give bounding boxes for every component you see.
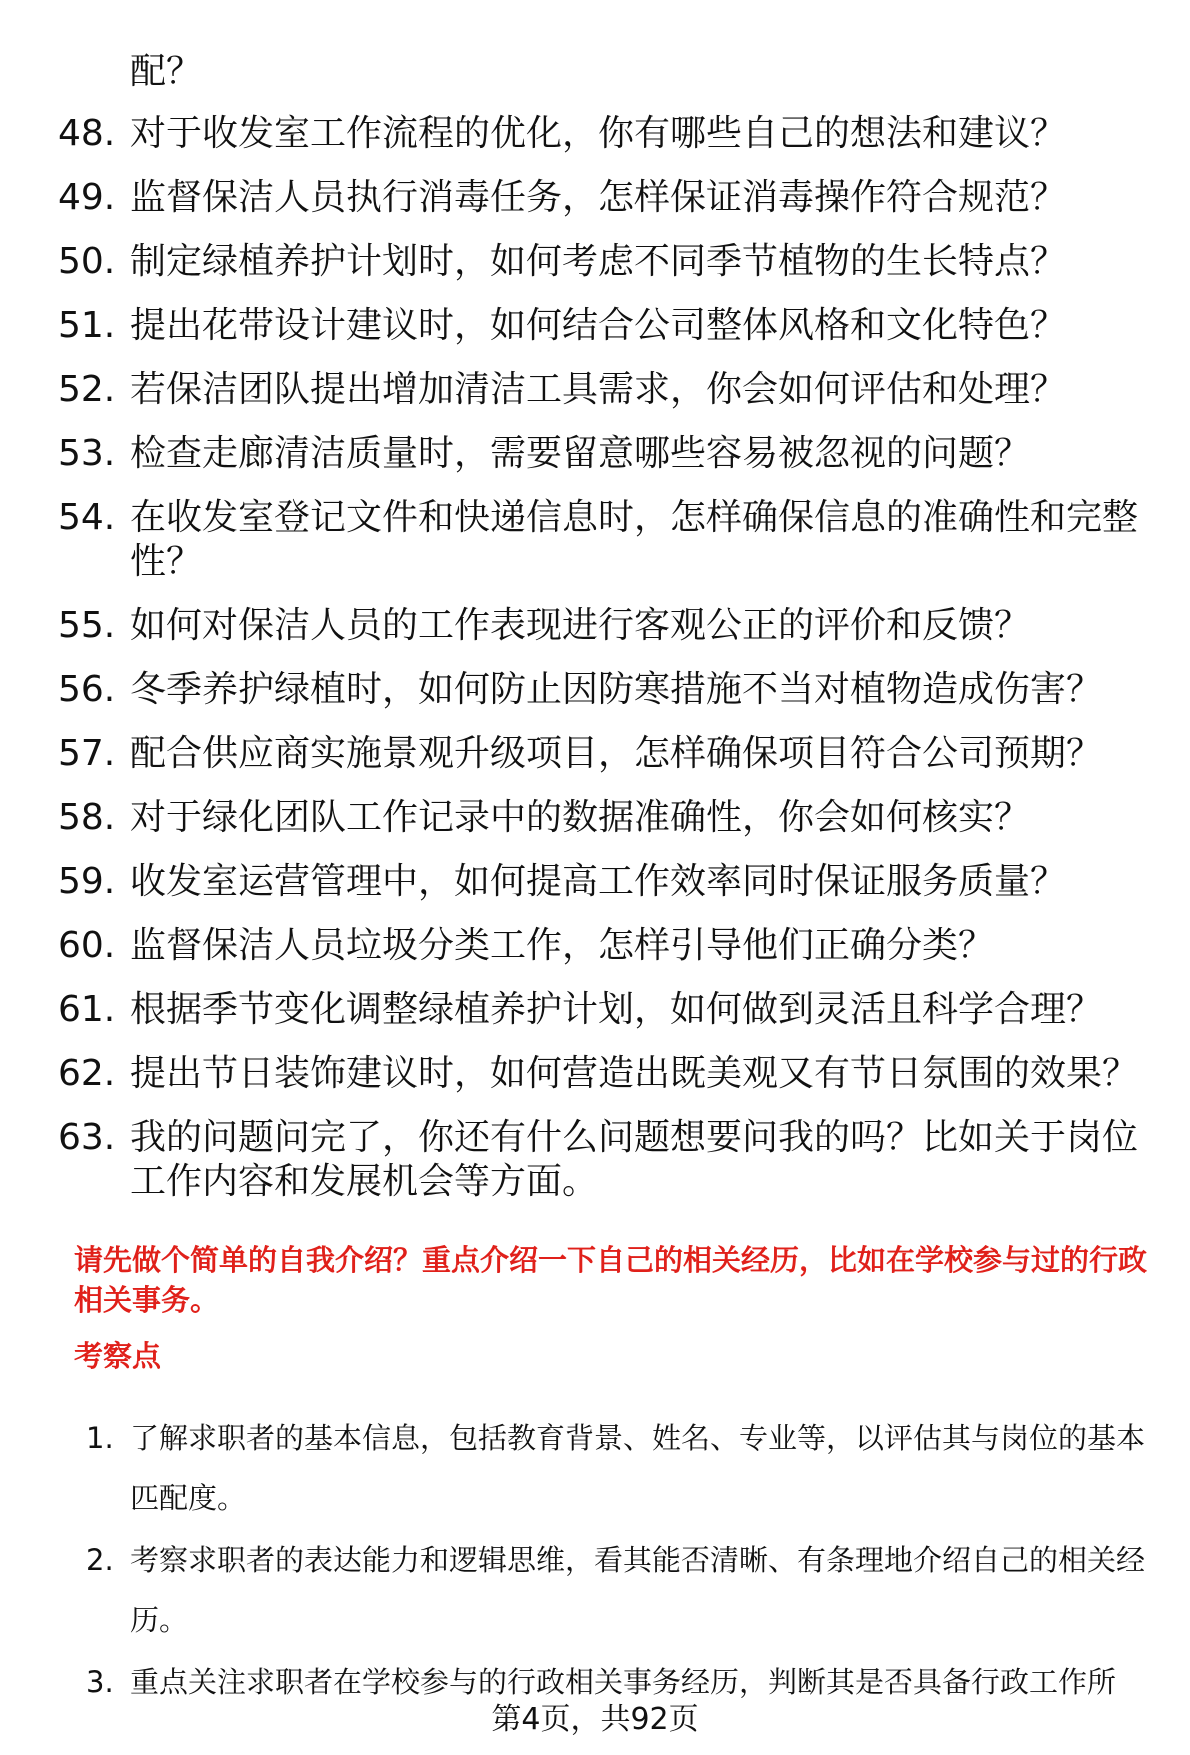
question-item bbox=[58, 1116, 1158, 1204]
question-item-text: 在收发室登记文件和快递信息时，怎样确保信息的准确性和完整性？ bbox=[130, 497, 1139, 582]
question-item-text: 监督保洁人员执行消毒任务，怎样保证消毒操作符合规范？ bbox=[130, 177, 1067, 218]
question-item bbox=[58, 796, 1158, 840]
question-item-text: 提出节日装饰建议时，如何营造出既美观又有节日氛围的效果？ bbox=[130, 1053, 1139, 1094]
question-item bbox=[58, 368, 1158, 412]
question-item bbox=[58, 860, 1158, 904]
question-item-text: 制定绿植养护计划时，如何考虑不同季节植物的生长特点？ bbox=[130, 241, 1067, 282]
question-list bbox=[58, 112, 1158, 1224]
question-item-number: 54. bbox=[58, 497, 116, 538]
question-item-number: 58. bbox=[58, 797, 116, 838]
question-item-text: 对于绿化团队工作记录中的数据准确性，你会如何核实？ bbox=[130, 797, 1031, 838]
question-item-text: 根据季节变化调整绿植养护计划，如何做到灵活且科学合理？ bbox=[130, 989, 1103, 1030]
assessment-point-text: 重点关注求职者在学校参与的行政相关事务经历，判断其是否具备行政工作所 bbox=[130, 1665, 1117, 1699]
question-item bbox=[58, 604, 1158, 648]
question-item-number: 59. bbox=[58, 861, 116, 902]
question-item bbox=[58, 496, 1158, 584]
assessment-point-number: 3. bbox=[86, 1665, 114, 1699]
question-item-number: 61. bbox=[58, 989, 116, 1030]
assessment-point-number: 2. bbox=[86, 1543, 114, 1577]
question-item-text: 对于收发室工作流程的优化，你有哪些自己的想法和建议？ bbox=[130, 113, 1067, 154]
section-title: 考察点 bbox=[74, 1339, 162, 1373]
question-item-text: 监督保洁人员垃圾分类工作，怎样引导他们正确分类？ bbox=[130, 925, 995, 966]
assessment-point-text: 考察求职者的表达能力和逻辑思维，看其能否清晰、有条理地介绍自己的相关经历。 bbox=[130, 1543, 1146, 1637]
question-item-text: 若保洁团队提出增加清洁工具需求，你会如何评估和处理？ bbox=[130, 369, 1067, 410]
question-item bbox=[58, 176, 1158, 220]
question-item bbox=[58, 732, 1158, 776]
question-item-text: 配合供应商实施景观升级项目，怎样确保项目符合公司预期？ bbox=[130, 733, 1103, 774]
assessment-point bbox=[86, 1530, 1154, 1650]
question-item-number: 48. bbox=[58, 113, 116, 154]
highlight-question: 请先做个简单的自我介绍？重点介绍一下自己的相关经历，比如在学校参与过的行政相关事务。 bbox=[74, 1243, 1148, 1317]
question-item bbox=[58, 668, 1158, 712]
question-item bbox=[58, 240, 1158, 284]
question-item bbox=[58, 1052, 1158, 1096]
question-continuation: 配？ bbox=[130, 51, 203, 92]
question-item-text: 检查走廊清洁质量时，需要留意哪些容易被忽视的问题？ bbox=[130, 433, 1031, 474]
question-item bbox=[58, 432, 1158, 476]
question-item-number: 53. bbox=[58, 433, 116, 474]
question-item-number: 63. bbox=[58, 1117, 116, 1158]
question-item-text: 收发室运营管理中，如何提高工作效率同时保证服务质量？ bbox=[130, 861, 1067, 902]
assessment-point-number: 1. bbox=[86, 1421, 114, 1455]
question-item-number: 60. bbox=[58, 925, 116, 966]
question-item-text: 如何对保洁人员的工作表现进行客观公正的评价和反馈？ bbox=[130, 605, 1031, 646]
question-item-number: 62. bbox=[58, 1053, 116, 1094]
question-item-number: 52. bbox=[58, 369, 116, 410]
question-item-number: 57. bbox=[58, 733, 116, 774]
question-item-text: 提出花带设计建议时，如何结合公司整体风格和文化特色？ bbox=[130, 305, 1067, 346]
question-item bbox=[58, 988, 1158, 1032]
assessment-point-text: 了解求职者的基本信息，包括教育背景、姓名、专业等，以评估其与岗位的基本匹配度。 bbox=[130, 1421, 1146, 1515]
question-item-text: 我的问题问完了，你还有什么问题想要问我的吗？比如关于岗位工作内容和发展机会等方面。 bbox=[130, 1117, 1139, 1202]
question-item bbox=[58, 924, 1158, 968]
question-item-number: 56. bbox=[58, 669, 116, 710]
question-item bbox=[58, 304, 1158, 348]
question-item-number: 51. bbox=[58, 305, 116, 346]
question-item-number: 50. bbox=[58, 241, 116, 282]
assessment-points-list bbox=[86, 1408, 1154, 1714]
question-item-number: 49. bbox=[58, 177, 116, 218]
page-footer: 第4页，共92页 bbox=[0, 1700, 1190, 1740]
assessment-point bbox=[86, 1408, 1154, 1528]
question-item bbox=[58, 112, 1158, 156]
question-item-number: 55. bbox=[58, 605, 116, 646]
question-item-text: 冬季养护绿植时，如何防止因防寒措施不当对植物造成伤害？ bbox=[130, 669, 1103, 710]
